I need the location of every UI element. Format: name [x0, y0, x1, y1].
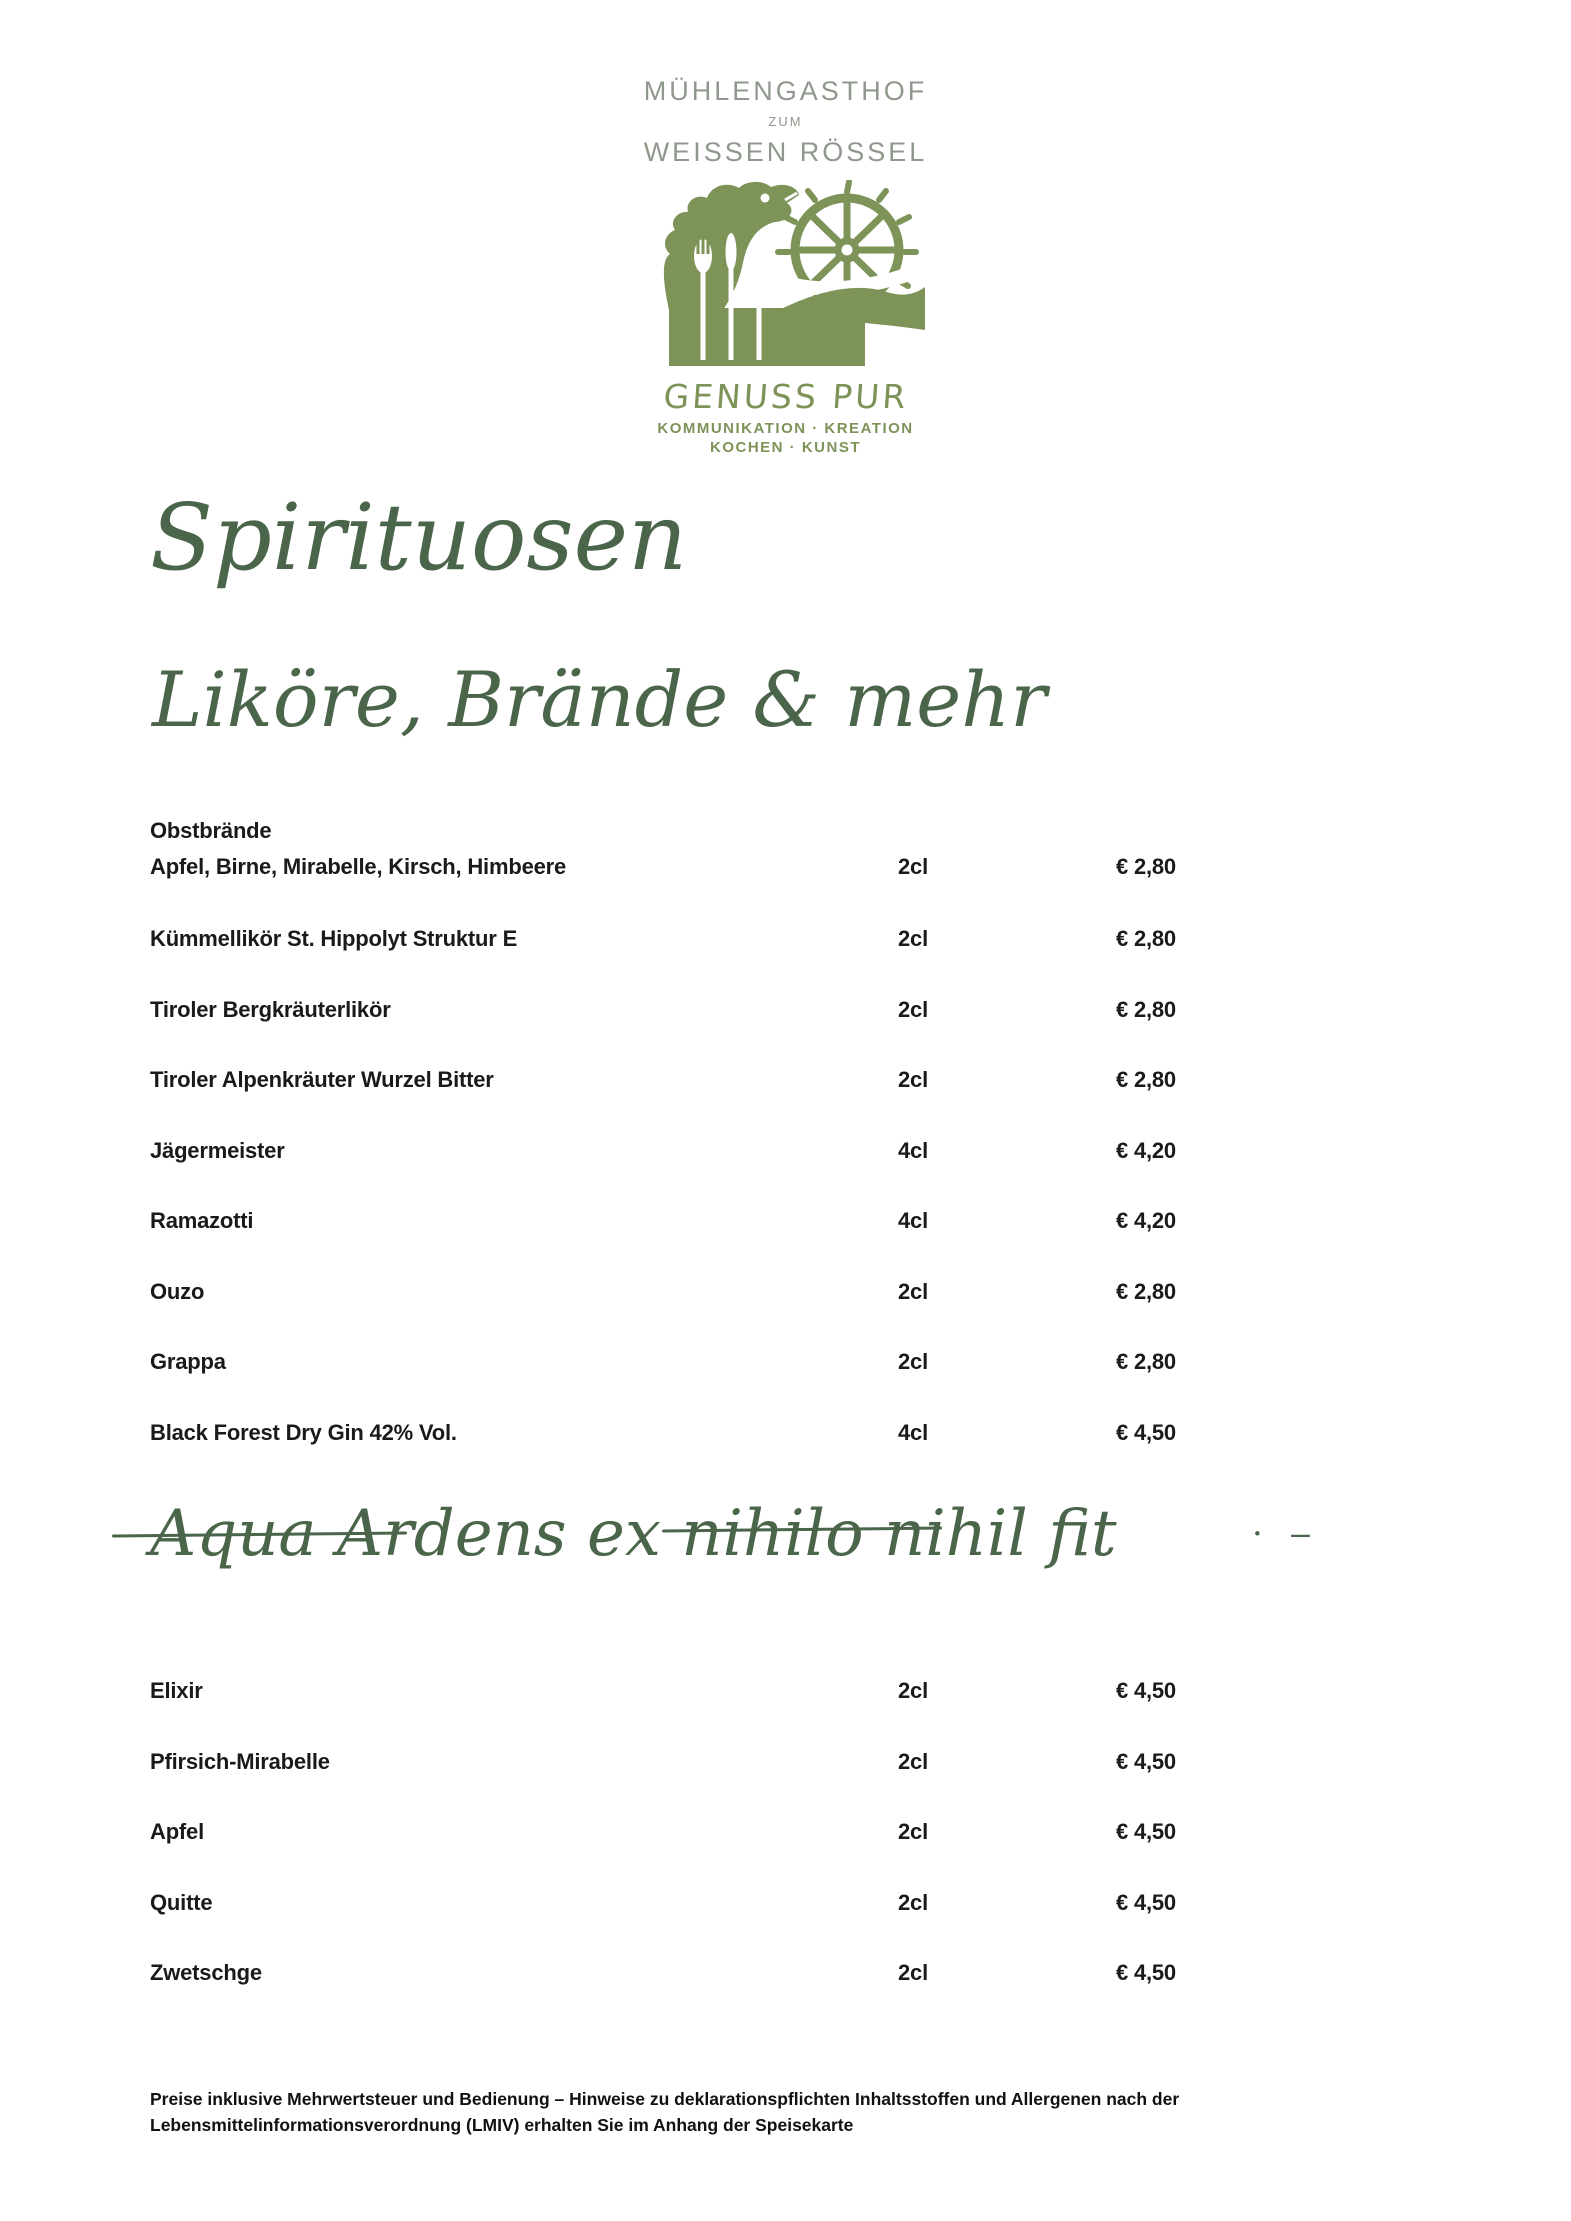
item-price: € 4,50 — [1116, 1419, 1176, 1445]
heading-aqua-ardens: Aqua Ardens ex nihilo nihil fit — [150, 1497, 1117, 1571]
logo-tagline: GENUSS PUR — [661, 377, 910, 416]
item-name: Ramazotti — [150, 1208, 254, 1233]
item-name: Quitte — [150, 1889, 213, 1915]
restaurant-name-line1: MÜHLENGASTHOF — [643, 76, 928, 106]
item-size: 2cl — [898, 1678, 928, 1703]
item-size: 2cl — [898, 1748, 928, 1774]
table-row — [150, 1420, 1280, 1491]
table-row — [150, 1067, 1280, 1138]
horse-millwheel-logo-icon — [647, 180, 925, 368]
brand-header — [506, 76, 1066, 456]
item-size: 2cl — [898, 1819, 928, 1844]
table-row — [150, 1208, 1280, 1279]
table-row — [150, 1678, 1280, 1749]
item-name: Ouzo — [150, 1278, 205, 1304]
logo-subline-1: KOMMUNIKATION · KREATION — [657, 420, 914, 437]
item-size: 2cl — [898, 926, 928, 951]
item-price: € 4,50 — [1116, 1678, 1176, 1703]
item-name: Tiroler Bergkräuterlikör — [150, 996, 391, 1022]
item-price: € 4,50 — [1116, 1748, 1176, 1774]
item-size: 4cl — [898, 1419, 928, 1445]
item-price: € 4,50 — [1116, 1960, 1176, 1985]
item-size: 2cl — [898, 854, 928, 879]
logo — [506, 180, 1066, 456]
footer-line-1: Preise inklusive Mehrwertsteuer und Bedienung – Hinweise zu deklarationspflichten Inhaltsstoffen und Allergenen nach der — [150, 2089, 1180, 2109]
item-name: Grappa — [150, 1349, 226, 1374]
table-row — [150, 997, 1280, 1068]
item-price: € 2,80 — [1116, 926, 1176, 951]
item-size: 2cl — [898, 1889, 928, 1915]
item-name: Zwetschge — [150, 1960, 262, 1985]
item-name: Obstbrände — [150, 818, 272, 843]
item-price: € 2,80 — [1116, 1349, 1176, 1374]
table-row — [150, 1960, 1280, 2031]
item-name: Jägermeister — [150, 1137, 285, 1163]
item-price: € 4,50 — [1116, 1819, 1176, 1844]
item-size: 2cl — [898, 1960, 928, 1985]
heading-spirituosen: Spirituosen — [150, 484, 688, 591]
item-price: € 2,80 — [1116, 854, 1176, 879]
item-name: Kümmellikör St. Hippolyt Struktur E — [150, 926, 518, 951]
item-subname: Apfel, Birne, Mirabelle, Kirsch, Himbeere — [150, 854, 567, 879]
restaurant-name-line3: WEISSEN RÖSSEL — [643, 137, 928, 167]
table-row — [150, 926, 1280, 997]
item-price: € 4,50 — [1116, 1889, 1176, 1915]
item-size: 2cl — [898, 996, 928, 1022]
item-size: 4cl — [898, 1208, 928, 1233]
liqueurs-list — [150, 818, 1280, 1490]
footer-note — [150, 2086, 1330, 2138]
table-row — [150, 1819, 1280, 1890]
item-name: Apfel — [150, 1819, 205, 1844]
item-price: € 2,80 — [1116, 1278, 1176, 1304]
item-name: Tiroler Alpenkräuter Wurzel Bitter — [150, 1067, 494, 1092]
heading-trailing-marks: · ‒ — [1252, 1514, 1320, 1554]
item-size: 2cl — [898, 1067, 928, 1092]
item-size: 4cl — [898, 1137, 928, 1163]
logo-subline-2: KOCHEN · KUNST — [710, 439, 861, 456]
item-price: € 4,20 — [1116, 1137, 1176, 1163]
item-name: Elixir — [150, 1678, 203, 1703]
restaurant-name-line2: ZUM — [768, 114, 803, 129]
item-price: € 2,80 — [1116, 996, 1176, 1022]
item-size: 2cl — [898, 1349, 928, 1374]
table-row — [150, 1749, 1280, 1820]
heading-likoere-braende: Liköre, Brände & mehr — [152, 655, 1047, 744]
item-price: € 2,80 — [1116, 1067, 1176, 1092]
table-row — [150, 818, 1280, 926]
table-row — [150, 1890, 1280, 1961]
table-row — [150, 1138, 1280, 1209]
item-size: 2cl — [898, 1278, 928, 1304]
table-row — [150, 1279, 1280, 1350]
item-name: Pfirsich-Mirabelle — [150, 1748, 330, 1774]
aqua-ardens-list — [150, 1678, 1280, 2031]
item-name: Black Forest Dry Gin 42% Vol. — [150, 1419, 457, 1445]
footer-line-2: Lebensmittelinformationsverordnung (LMIV) erhalten Sie im Anhang der Speisekarte — [150, 2115, 854, 2135]
item-price: € 4,20 — [1116, 1208, 1176, 1233]
table-row — [150, 1349, 1280, 1420]
